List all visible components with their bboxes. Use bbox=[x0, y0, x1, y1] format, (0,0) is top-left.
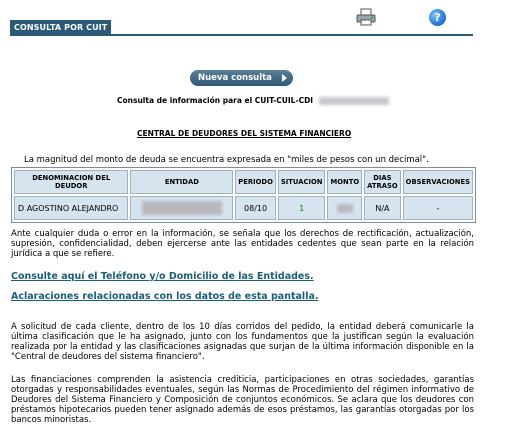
arrow-right-icon bbox=[282, 74, 287, 82]
col-header-situacion: SITUACION bbox=[278, 170, 326, 194]
help-icon[interactable]: ? bbox=[429, 9, 446, 26]
col-header-monto: MONTO bbox=[327, 170, 362, 194]
cell-deudor: D AGOSTINO ALEJANDRO bbox=[14, 196, 128, 220]
redacted-entidad bbox=[142, 201, 222, 215]
page-tab-label: CONSULTA POR CUIT bbox=[10, 20, 111, 35]
new-query-button[interactable] bbox=[190, 70, 293, 86]
new-query-label: Nueva consulta bbox=[198, 73, 272, 83]
classification-paragraph: A solicitud de cada cliente, dentro de los 10 días corridos del pedido, la entidad deberá comunicarle la última clasificación que le ha asignado, junto con los fundamentos que la justifican según la evaluación realizada por la entidad y las clasificaciones asignadas que surjan de la última información disponible en la "Central de deudores del sistema financiero". bbox=[11, 322, 474, 362]
magnitude-note: La magnitud del monto de deuda se encuentra expresada en "miles de pesos con un decimal". bbox=[24, 155, 429, 165]
redacted-monto bbox=[337, 204, 353, 213]
col-header-deudor: DENOMINACION DEL DEUDOR bbox=[14, 170, 128, 194]
entity-contact-link[interactable]: Consulte aquí el Teléfono y/o Domicilio de las Entidades. bbox=[11, 271, 314, 282]
col-header-periodo: PERIODO bbox=[235, 170, 276, 194]
cell-periodo: 08/10 bbox=[235, 196, 276, 220]
consulta-line bbox=[117, 96, 389, 105]
col-header-dias-atraso: DIAS ATRASO bbox=[364, 170, 401, 194]
rectification-paragraph: Ante cualquier duda o error en la información, se señala que los derechos de rectificación, actualización, supresión, confidencialidad, deben ejercerse ante las entidades cedentes que sean parte en la relación jurídica a que se refiere. bbox=[11, 229, 474, 259]
cell-observaciones: - bbox=[403, 196, 473, 220]
cell-situacion: 1 bbox=[278, 196, 326, 220]
table-row bbox=[14, 196, 473, 220]
table-header-row bbox=[14, 170, 473, 194]
col-header-entidad: ENTIDAD bbox=[130, 170, 233, 194]
debt-table bbox=[11, 167, 476, 223]
col-header-observaciones: OBSERVACIONES bbox=[403, 170, 473, 194]
cell-dias-atraso: N/A bbox=[364, 196, 401, 220]
header-divider bbox=[10, 34, 473, 36]
section-title: CENTRAL DE DEUDORES DEL SISTEMA FINANCIERO bbox=[137, 129, 352, 138]
financing-paragraph: Las financiaciones comprenden la asistencia crediticia, participaciones en otras sociedades, garantías otorgadas y responsabilidades eventuales, según las Normas de Procedimiento del régimen informativo de Deudores del Sistema Financiero y Composición de conjuntos económicos. Se aclara que los deudores con préstamos hipotecarios pueden tener asignado además de esos préstamos, las garantías otorgadas por los bancos minoristas. bbox=[11, 375, 474, 425]
top-bar bbox=[0, 0, 515, 36]
redacted-cuit bbox=[319, 97, 389, 105]
cell-entidad bbox=[130, 196, 233, 220]
consulta-label: Consulta de información para el CUIT-CUIL-CDI bbox=[117, 96, 314, 105]
printer-icon[interactable] bbox=[356, 8, 376, 26]
cell-monto bbox=[327, 196, 362, 220]
clarifications-link[interactable]: Aclaraciones relacionadas con los datos de esta pantalla. bbox=[11, 291, 319, 302]
